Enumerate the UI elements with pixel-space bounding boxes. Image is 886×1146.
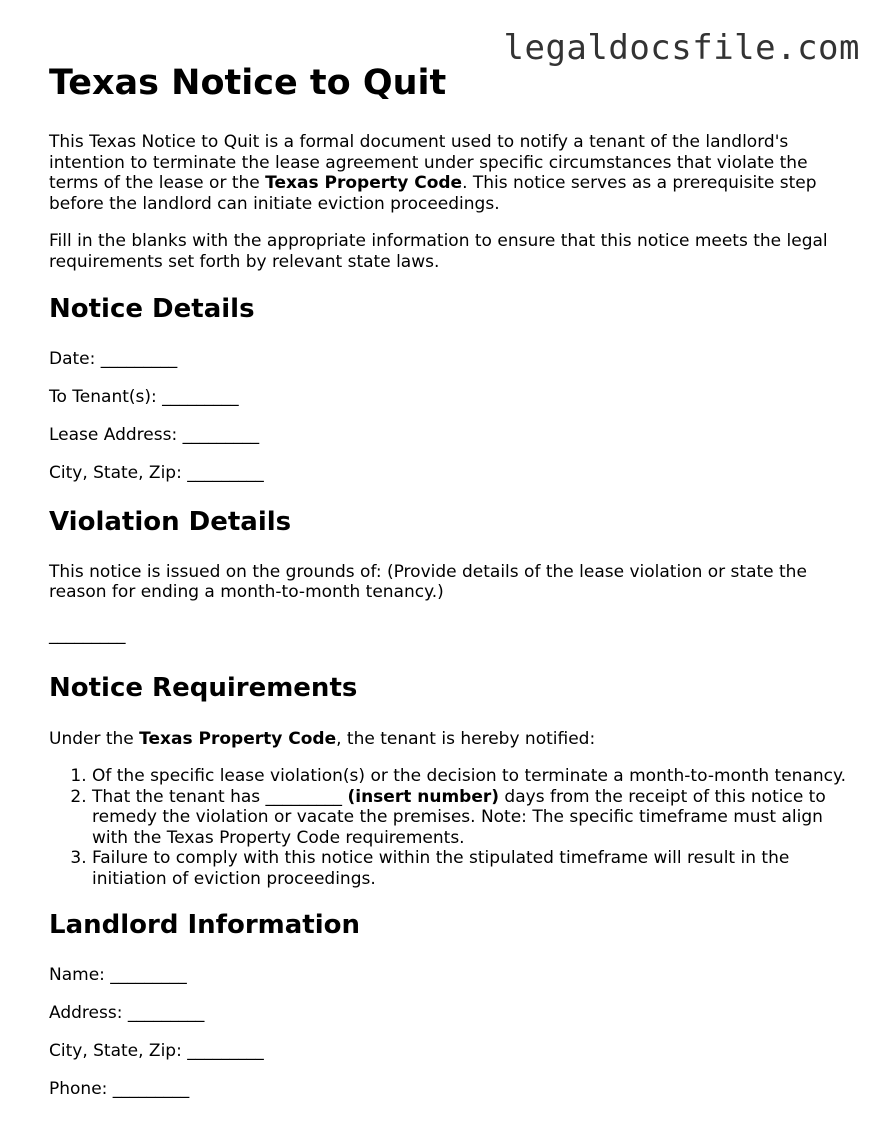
landlord-information-heading: Landlord Information bbox=[49, 910, 361, 941]
intro-paragraph bbox=[49, 132, 849, 214]
lease-address-field[interactable]: Lease Address: _________ bbox=[49, 425, 260, 446]
insert-number-label: (insert number) bbox=[347, 786, 500, 807]
landlord-name-field[interactable]: Name: _________ bbox=[49, 965, 187, 986]
violation-text: This notice is issued on the grounds of: (Provide details of the lease violation or state the reason for ending a month-to-month tenancy.) bbox=[49, 561, 807, 603]
date-field[interactable]: Date: _________ bbox=[49, 349, 178, 370]
landlord-phone-field[interactable]: Phone: _________ bbox=[49, 1079, 190, 1100]
landlord-city-state-zip-field[interactable]: City, State, Zip: _________ bbox=[49, 1041, 264, 1062]
requirements-bold-code: Texas Property Code bbox=[139, 728, 337, 749]
intro-text-start: This Texas Notice to Quit is a formal document used to notify a tenant of the landlord's intention to terminate the lease agreement under specific circumstances that violate the terms of the lease or the bbox=[49, 132, 808, 193]
intro-text-end: . This notice serves as a prerequisite step before the landlord can initiate eviction proceedings. bbox=[49, 173, 817, 214]
violation-details-heading: Violation Details bbox=[49, 506, 292, 537]
city-state-zip-field[interactable]: City, State, Zip: _________ bbox=[49, 463, 264, 484]
requirements-intro-start: Under the bbox=[49, 728, 140, 749]
requirements-intro bbox=[49, 729, 849, 750]
notice-details-heading: Notice Details bbox=[49, 294, 255, 324]
requirement-item-3: 3. Failure to comply with this notice within the stipulated timeframe will result in the initiation of eviction proceedings. bbox=[92, 848, 849, 889]
watermark: legaldocsfile.com bbox=[503, 28, 860, 68]
notice-requirements-heading: Notice Requirements bbox=[49, 673, 358, 704]
requirement-item-1: 1. Of the specific lease violation(s) or the decision to terminate a month-to-month tenancy. bbox=[92, 766, 849, 787]
document-title: Texas Notice to Quit bbox=[49, 63, 447, 103]
requirement-item-2-start: That the tenant has _________ bbox=[92, 786, 348, 807]
landlord-address-field[interactable]: Address: _________ bbox=[49, 1003, 205, 1024]
tenant-field[interactable]: To Tenant(s): _________ bbox=[49, 387, 239, 408]
document-page bbox=[49, 62, 849, 1117]
requirements-list bbox=[49, 766, 849, 889]
intro-bold-code: Texas Property Code bbox=[265, 173, 463, 193]
violation-blank[interactable]: _________ bbox=[49, 624, 126, 645]
requirements-intro-end: , the tenant is hereby notified: bbox=[336, 728, 596, 749]
instructions-paragraph: Fill in the blanks with the appropriate information to ensure that this notice meets the legal requirements set forth by relevant state laws. bbox=[49, 231, 828, 272]
requirement-item-2-end: days from the receipt of this notice to remedy the violation or vacate the premises. Note: The specific timeframe must align with the Texas Property Code requirements. bbox=[92, 786, 826, 848]
requirement-item-2 bbox=[92, 787, 849, 849]
